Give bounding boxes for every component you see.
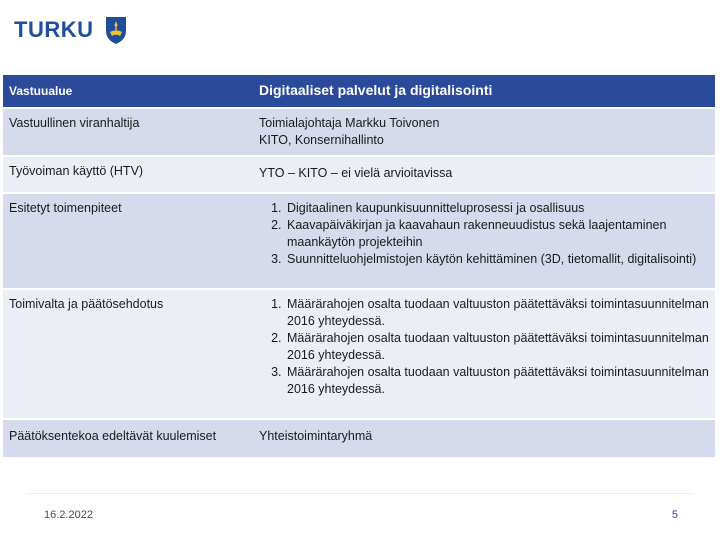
- row-label: Esitetyt toimenpiteet: [3, 193, 249, 289]
- list-item: 1. Määrärahojen osalta tuodaan valtuuston päätettäväksi toimintasuunnitelman 2016 yhteydessä.: [285, 296, 711, 330]
- turku-logo: [14, 14, 128, 46]
- footer-date: 16.2.2022: [44, 509, 93, 521]
- list-item: 3. Suunnitteluohjelmistojen käytön kehittäminen (3D, tietomallit, digitalisointi): [285, 251, 711, 268]
- row-label: Vastuullinen viranhaltija: [3, 108, 249, 156]
- row-value-line: KITO, Konsernihallinto: [259, 133, 384, 147]
- table-header-row: [3, 75, 715, 108]
- page-number: 5: [671, 509, 678, 521]
- list-item: 3. Määrärahojen osalta tuodaan valtuuston päätettäväksi toimintasuunnitelman 2016 yhteydessä.: [285, 364, 711, 398]
- row-value: YTO – KITO – ei vielä arvioitavissa: [249, 156, 715, 193]
- table-row: [3, 156, 715, 193]
- list-item: 1. Digitaalinen kaupunkisuunnitteluprosessi ja osallisuus: [285, 200, 711, 217]
- responsibility-table: [3, 75, 715, 459]
- footer-divider: [26, 493, 694, 494]
- table-row: [3, 193, 715, 289]
- row-label: Päätöksentekoa edeltävät kuulemiset: [3, 419, 249, 458]
- header-value: Digitaaliset palvelut ja digitalisointi: [249, 75, 715, 108]
- list-item: 2. Määrärahojen osalta tuodaan valtuuston päätettäväksi toimintasuunnitelman 2016 yhteydessä.: [285, 330, 711, 364]
- list-item: 2. Kaavapäiväkirjan ja kaavahaun rakenneuudistus sekä laajentaminen maankäytön projekteihin: [285, 217, 711, 251]
- header-label: Vastuualue: [3, 75, 249, 108]
- table-row: [3, 419, 715, 458]
- row-label: Toimivalta ja päätösehdotus: [3, 289, 249, 419]
- row-value: [249, 289, 715, 419]
- row-value: [249, 108, 715, 156]
- row-value-line: Toimialajohtaja Markku Toivonen: [259, 116, 440, 130]
- row-value: Yhteistoimintaryhmä: [249, 419, 715, 458]
- row-value: [249, 193, 715, 289]
- measures-list: [259, 200, 711, 268]
- logo-text: TURKU: [14, 17, 94, 42]
- table-row: [3, 289, 715, 419]
- row-label: Työvoiman käyttö (HTV): [3, 156, 249, 193]
- turku-crest-icon: [104, 15, 128, 45]
- decision-list: [259, 296, 711, 398]
- table-row: [3, 108, 715, 156]
